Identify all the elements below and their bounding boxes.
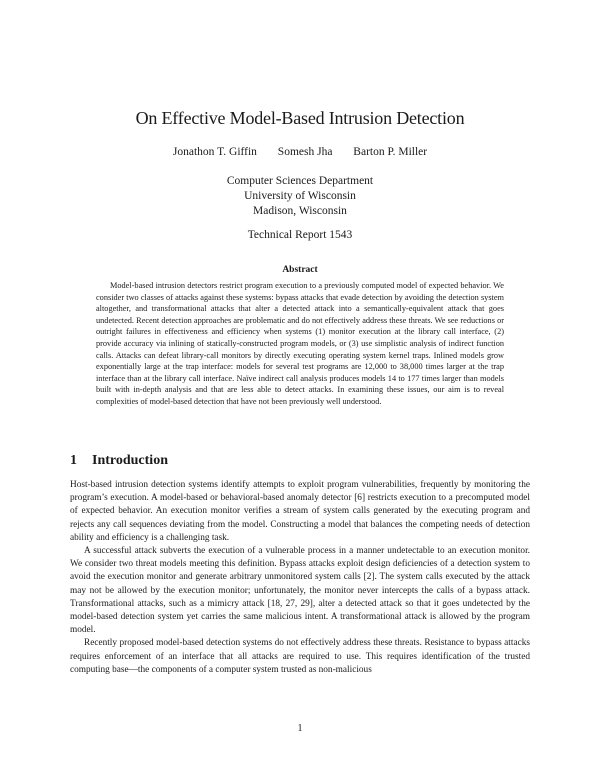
body-paragraph: A successful attack subverts the execution of a vulnerable process in a manner undetectable to an execution monitor. We consider two threat models meeting this definition. Bypass attacks exploit design deficiencies of a detection system to avoid the execution monitor and generate arbitrary unmonitored system calls [2]. The system calls executed by the attack may not be allowed by the execution monitor; unfortunately, the monitor never intercepts the calls of a bypass attack. Transformational attacks, such as a mimicry attack [18, 27, 29], alter a detected attack so that it goes undetected by the model-based detection system yet carries the same malicious intent. A transformational attack is allowed by the program model. (70, 546, 530, 636)
affiliation-city: Madison, Wisconsin (253, 205, 347, 217)
section-body (70, 479, 530, 677)
section-title: Introduction (92, 453, 168, 468)
report-number: Technical Report 1543 (247, 229, 353, 241)
abstract-text: Model-based intrusion detectors restrict program execution to a previously computed model of expected behavior. We consider two classes of attacks against these systems: bypass attacks that evade detection by avoiding the detection system altogether, and transformational attacks that alter a detected attack into a semantically-equivalent attack that goes undetected. Recent detection approaches are problematic and do not effectively address these threats. We see reductions or outright failures in effectiveness and efficiency when systems (1) monitor execution at the library call interface, (2) provide accuracy via inlining of statically-constructed program models, or (3) use simplistic analysis of indirect function calls. Attacks can defeat library-call monitors by directly executing operating system kernel traps. Inlined models grow exponentially large at the trap interface: models for several test programs are 12,000 to 38,000 times larger at the trap interface than at the library call interface. Naïve indirect call analysis produces models 14 to 177 times larger than models built with in-depth analysis and that are less able to detect attacks. In examining these issues, our aim is to reveal complexities of model-based detection that have not been previously well understood. (96, 281, 504, 406)
page-number: 1 (297, 723, 303, 734)
paper-title: On Effective Model-Based Intrusion Detection (135, 108, 465, 128)
author-list (0, 146, 600, 158)
body-paragraph: Host-based intrusion detection systems identify attempts to exploit program vulnerabilities, frequently by monitoring the program’s execution. A model-based or behavioral-based anomaly detector [6] restricts execution to a precomputed model of expected behavior. An execution monitor verifies a stream of system calls generated by the executing program and rejects any call sequences deviating from the model. Constructing a model that balances the competing needs of detection ability and efficiency is a challenging task. (70, 480, 530, 543)
body-paragraph: Recently proposed model-based detection systems do not effectively address these threats. Resistance to bypass attacks requires enforcement of an interface that all attacks are required to use. This requires identification of the trusted computing base—the components of a computer system trusted as non-malicious (70, 638, 530, 675)
section-number: 1 (70, 453, 77, 468)
affiliation-department: Computer Sciences Department (226, 175, 374, 187)
affiliation (0, 174, 600, 219)
affiliation-university: University of Wisconsin (244, 190, 356, 202)
abstract-heading: Abstract (282, 265, 318, 275)
author-name: Jonathon T. Giffin (172, 146, 257, 158)
author-name: Barton P. Miller (353, 146, 428, 158)
author-name: Somesh Jha (277, 146, 333, 158)
section-heading (70, 453, 168, 469)
